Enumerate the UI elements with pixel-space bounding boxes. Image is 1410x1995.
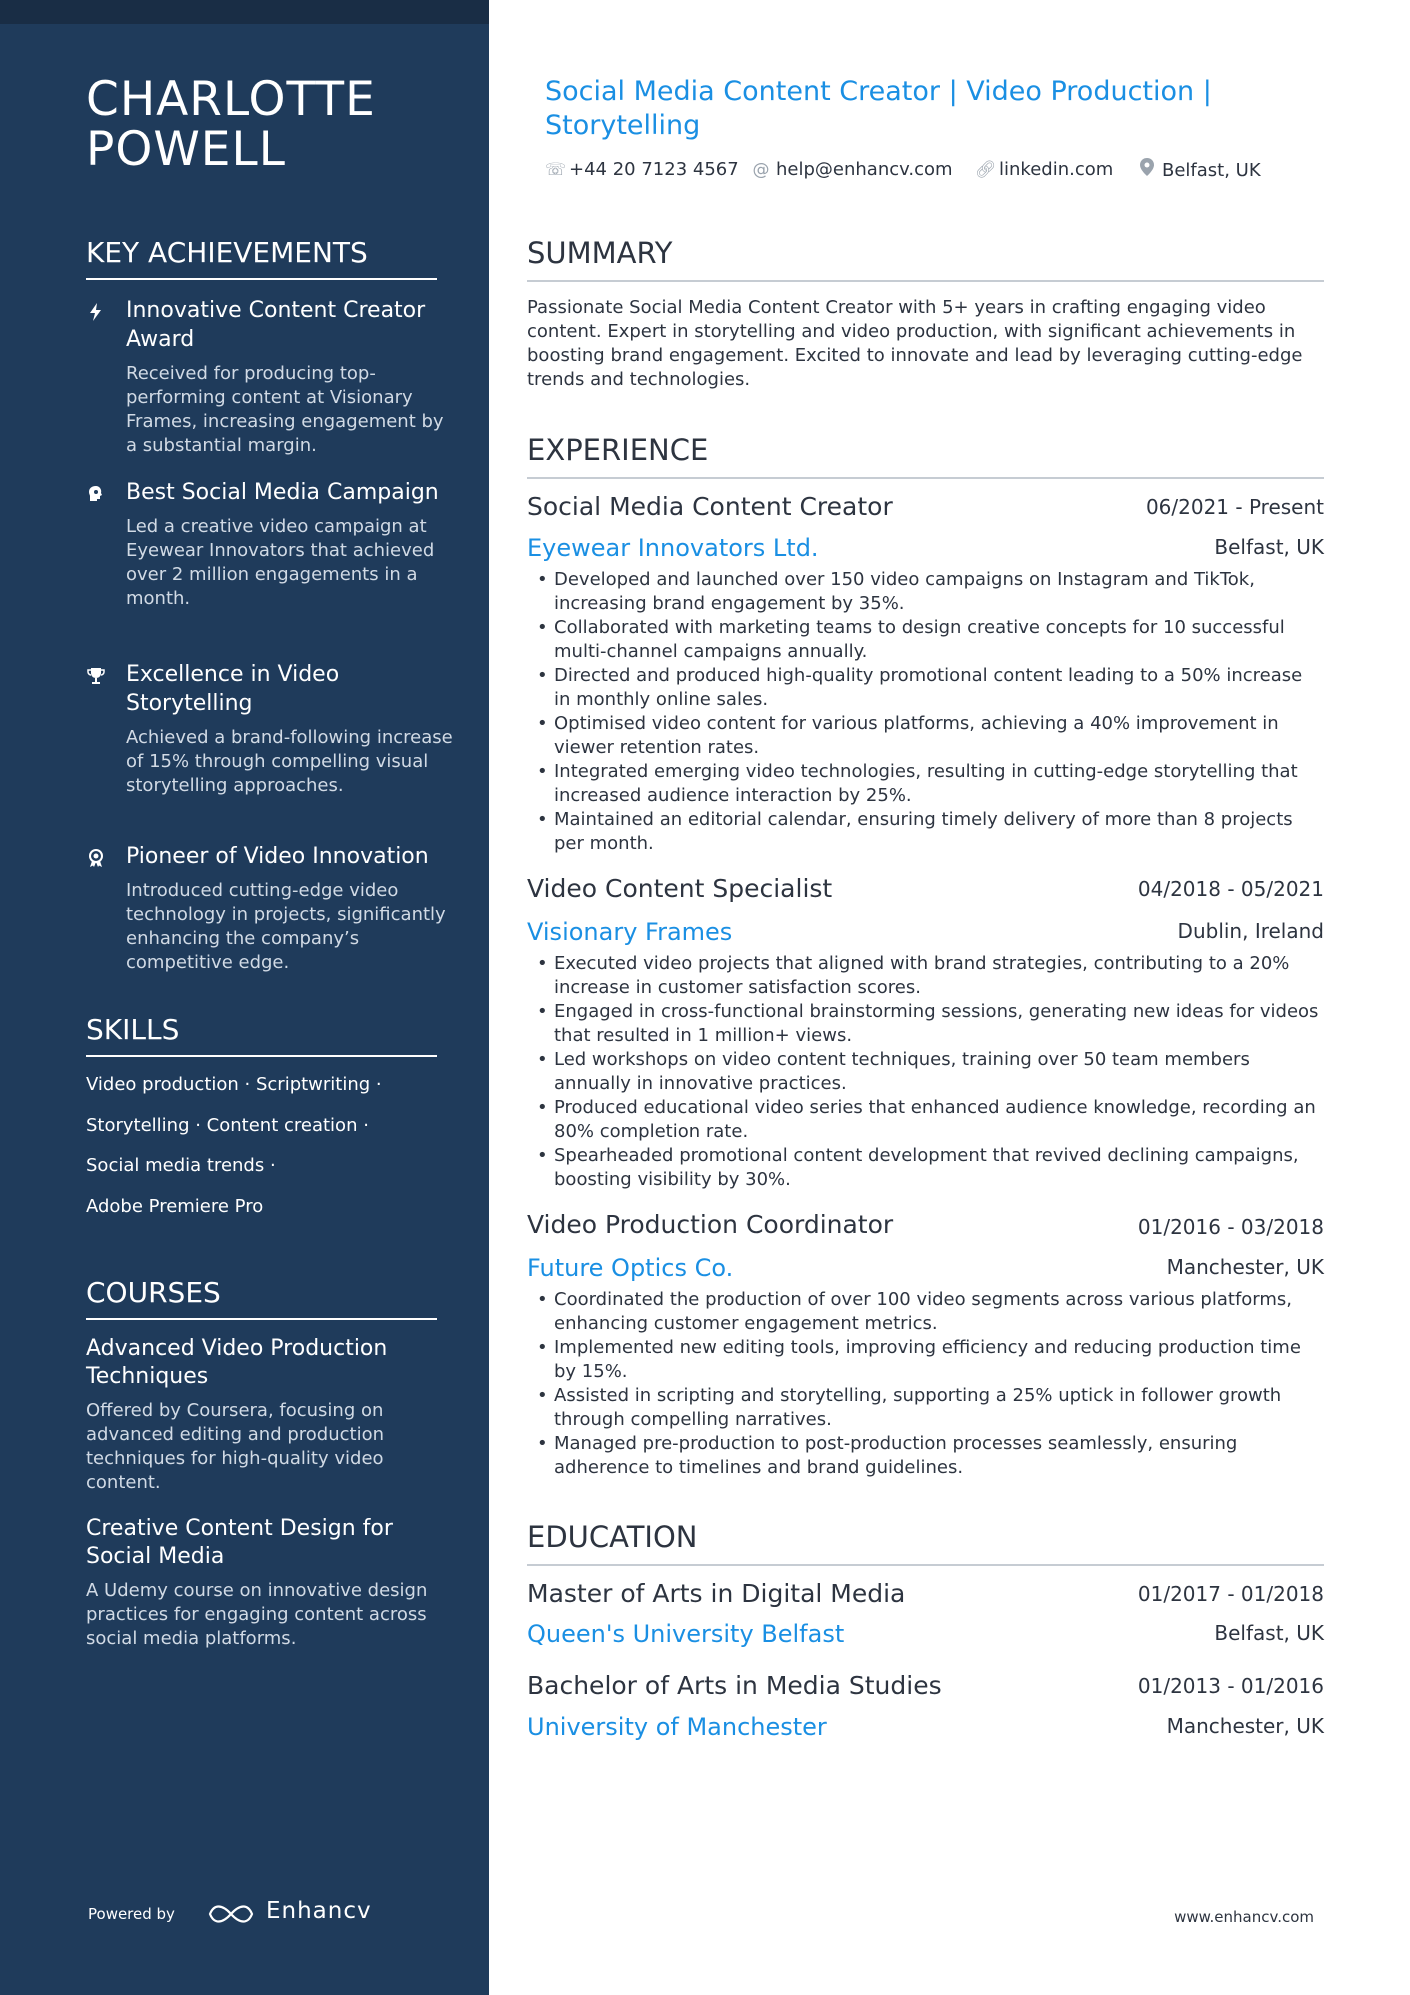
list-item: • Managed pre-production to post-production processes seamlessly, ensuring adherence to timelines and brand guidelines. [527, 1432, 1324, 1480]
job-company[interactable]: Eyewear Innovators Ltd. [527, 534, 819, 562]
achievement-item [86, 660, 456, 798]
head-icon [86, 484, 106, 504]
list-item: • Collaborated with marketing teams to design creative concepts for 10 successful multi-channel campaigns annually. [527, 616, 1324, 664]
list-item: • Executed video projects that aligned with brand strategies, contributing to a 20% increase in customer satisfaction scores. [527, 952, 1324, 1000]
award-ribbon-icon [86, 848, 106, 868]
candidate-name [86, 72, 466, 177]
link-icon: 🔗︎ [975, 160, 997, 180]
contact-email[interactable] [752, 158, 953, 182]
skills-line: Storytelling · Content creation · [86, 1115, 369, 1136]
name-line-1: CHARLOTTE [86, 72, 376, 127]
education-school[interactable]: Queen's University Belfast [527, 1620, 845, 1648]
job-company[interactable]: Future Optics Co. [527, 1254, 734, 1282]
education-degree: Master of Arts in Digital Media [527, 1579, 906, 1608]
skills-line: Social media trends · [86, 1155, 276, 1176]
linkedin-text: linkedin.com [999, 159, 1114, 180]
skills-line: Video production · Scriptwriting · [86, 1074, 382, 1095]
achievement-title: Excellence in Video Storytelling [126, 662, 340, 716]
skills-heading: SKILLS [86, 1013, 437, 1057]
course-item [86, 1515, 446, 1651]
course-desc: A Udemy course on innovative design practices for engaging content across social media platforms. [86, 1580, 428, 1649]
achievement-item [86, 842, 456, 975]
list-item: • Directed and produced high-quality promotional content leading to a 50% increase in monthly online sales. [527, 664, 1324, 712]
education-location: Belfast, UK [1214, 1621, 1324, 1645]
course-item [86, 1335, 446, 1495]
job-title: Video Production Coordinator [527, 1210, 894, 1239]
list-item: • Spearheaded promotional content development that revived declining campaigns, boosting visibility by 30%. [527, 1144, 1324, 1192]
list-item: • Developed and launched over 150 video campaigns on Instagram and TikTok, increasing brand engagement by 35%. [527, 568, 1324, 616]
contact-location [1138, 158, 1261, 183]
achievement-desc: Achieved a brand-following increase of 15% through compelling visual storytelling approaches. [126, 727, 453, 796]
sidebar [0, 0, 489, 1995]
achievements-heading: KEY ACHIEVEMENTS [86, 236, 437, 280]
job-bullets [527, 952, 1324, 1192]
achievement-title: Innovative Content Creator Award [126, 298, 426, 352]
achievement-desc: Led a creative video campaign at Eyewear Innovators that achieved over 2 million engagements in a month. [126, 516, 435, 609]
experience-heading: EXPERIENCE [527, 433, 1324, 479]
list-item: • Led workshops on video content techniques, training over 50 team members annually in innovative practices. [527, 1048, 1324, 1096]
education-location: Manchester, UK [1166, 1714, 1324, 1738]
education-dates: 01/2013 - 01/2016 [1137, 1674, 1324, 1698]
job-bullets [527, 1288, 1324, 1480]
headline-title: Social Media Content Creator | Video Production | Storytelling [545, 76, 1212, 141]
job-title: Social Media Content Creator [527, 492, 893, 521]
list-item: • Maintained an editorial calendar, ensuring timely delivery of more than 8 projects per month. [527, 808, 1324, 856]
location-text: Belfast, UK [1162, 160, 1261, 181]
list-item: • Produced educational video series that enhanced audience knowledge, recording an 80% completion rate. [527, 1096, 1324, 1144]
achievement-item [86, 478, 456, 611]
enhancv-brand: Enhancv [266, 1898, 372, 1924]
location-pin-icon [1138, 158, 1156, 183]
job-dates: 04/2018 - 05/2021 [1137, 877, 1324, 901]
achievement-desc: Received for producing top-performing content at Visionary Frames, increasing engagement by a substantial margin. [126, 363, 444, 456]
skills-line: Adobe Premiere Pro [86, 1196, 264, 1217]
name-line-2: POWELL [86, 122, 286, 177]
phone-text: +44 20 7123 4567 [569, 159, 739, 180]
list-item: • Engaged in cross-functional brainstorming sessions, generating new ideas for videos that resulted in 1 million+ views. [527, 1000, 1324, 1048]
achievement-desc: Introduced cutting-edge video technology in projects, significantly enhancing the company’s competitive edge. [126, 880, 446, 973]
trophy-icon [86, 666, 106, 686]
job-location: Manchester, UK [1166, 1255, 1324, 1279]
achievement-title: Pioneer of Video Innovation [126, 844, 429, 869]
phone-icon: ☏ [545, 160, 567, 180]
education-dates: 01/2017 - 01/2018 [1137, 1582, 1324, 1606]
job-dates: 01/2016 - 03/2018 [1137, 1215, 1324, 1239]
list-item: • Integrated emerging video technologies, resulting in cutting-edge storytelling that increased audience interaction by 25%. [527, 760, 1324, 808]
achievement-title: Best Social Media Campaign [126, 480, 439, 505]
at-icon: @ [752, 160, 770, 180]
job-location: Dublin, Ireland [1177, 919, 1324, 943]
list-item: • Optimised video content for various platforms, achieving a 40% improvement in viewer retention rates. [527, 712, 1324, 760]
job-title: Video Content Specialist [527, 874, 833, 903]
course-title: Advanced Video Production Techniques [86, 1336, 388, 1389]
list-item: • Coordinated the production of over 100 video segments across various platforms, enhancing customer engagement metrics. [527, 1288, 1324, 1336]
achievement-item [86, 296, 456, 458]
courses-heading: COURSES [86, 1276, 437, 1320]
email-text: help@enhancv.com [776, 159, 953, 180]
powered-by-label: Powered by [88, 1905, 175, 1923]
list-item: • Implemented new editing tools, improving efficiency and reducing production time by 15%. [527, 1336, 1324, 1384]
education-degree: Bachelor of Arts in Media Studies [527, 1671, 942, 1700]
job-bullets [527, 568, 1324, 856]
list-item: • Assisted in scripting and storytelling, supporting a 25% uptick in follower growth through compelling narratives. [527, 1384, 1324, 1432]
contact-phone[interactable] [545, 158, 739, 182]
job-dates: 06/2021 - Present [1145, 495, 1324, 519]
sidebar-top-bar [0, 0, 489, 24]
job-company[interactable]: Visionary Frames [527, 918, 733, 946]
job-location: Belfast, UK [1214, 535, 1324, 559]
bolt-icon [86, 302, 106, 322]
education-school[interactable]: University of Manchester [527, 1713, 827, 1741]
contact-linkedin[interactable] [975, 158, 1113, 182]
summary-text: Passionate Social Media Content Creator with 5+ years in crafting engaging video content. Expert in storytelling and video production, with significant achievements in boosting brand engagement. Excited to innovate and lead by leveraging cutting-edge trends and technologies. [527, 297, 1303, 390]
footer-url[interactable]: www.enhancv.com [1174, 1908, 1314, 1926]
course-title: Creative Content Design for Social Media [86, 1516, 393, 1569]
course-desc: Offered by Coursera, focusing on advanced editing and production techniques for high-quality video content. [86, 1400, 385, 1493]
education-heading: EDUCATION [527, 1520, 1324, 1566]
enhancv-logo-icon [208, 1902, 243, 1924]
summary-heading: SUMMARY [527, 236, 1324, 282]
